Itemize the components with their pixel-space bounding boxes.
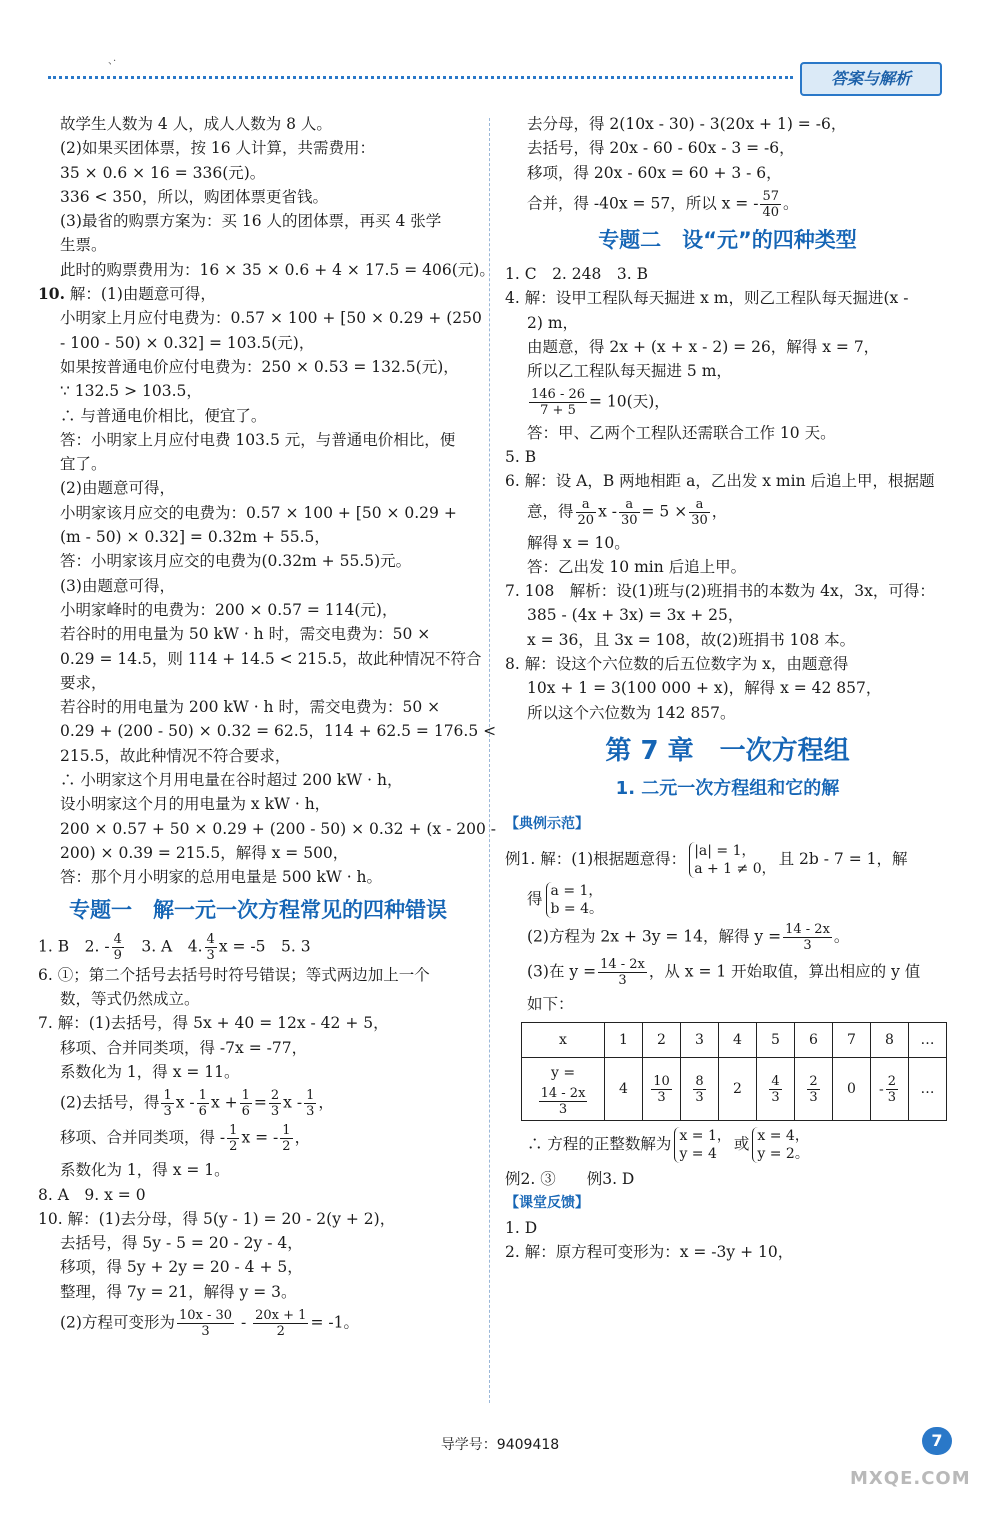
equation-line	[505, 497, 950, 528]
text-line: 设小明家这个月的用电量为 x kW · h，	[60, 795, 331, 814]
question-number: 10.	[38, 284, 65, 304]
system-row: |a| = 1，	[694, 842, 756, 859]
denominator: 2	[229, 1139, 238, 1155]
equation-line	[505, 1127, 950, 1163]
text-run: x -	[598, 502, 617, 521]
fraction	[760, 189, 781, 220]
denominator: 3	[695, 1089, 704, 1105]
text-line: 解：(1)由题意可得，	[69, 285, 216, 304]
left-column	[38, 112, 497, 1340]
text-line: ∵ 132.5 > 103.5，	[60, 382, 202, 401]
text-line: 336 < 350，所以，购团体票更省钱。	[60, 187, 329, 206]
text-line: 6. ①；第二个括号去括号时符号错误；等式两边加上一个	[38, 965, 430, 984]
text-run: x +	[210, 1093, 238, 1112]
numerator: 2	[887, 1073, 896, 1089]
text-line: 385 - (4x + 3x) = 3x + 25，	[527, 606, 744, 625]
topic-one-title: 专题一 解一元一次方程常见的四种错误	[69, 897, 447, 922]
section-title: 1. 二元一次方程组和它的解	[615, 778, 840, 800]
text-line: 解得 x = 10。	[527, 533, 630, 552]
text-line: 移项，得 20x - 60x = 60 + 3 - 6，	[527, 163, 782, 182]
text-run: (2)去括号，得	[60, 1093, 160, 1112]
text-line: 2. 解：原方程可变形为：x = -3y + 10，	[505, 1243, 794, 1262]
numerator: 14 - 2x	[600, 956, 645, 972]
text-run: ，从 x = 1 开始取值，算出相应的 y 值	[648, 962, 921, 981]
answer-badge: 答案与解析	[800, 62, 942, 96]
right-intro-block	[505, 112, 950, 220]
text-run: 意，得	[527, 502, 574, 521]
text-line: 小明家该月应交的电费为：0.57 × 100 + [50 × 0.29 +	[60, 503, 457, 522]
numerator: 1	[241, 1088, 250, 1104]
text-line: 8. 解：设这个六位数的后五位数字为 x，由题意得	[505, 655, 849, 674]
text-line: (m - 50) × 0.32] = 0.32m + 55.5，	[60, 528, 330, 547]
equation-system	[752, 1127, 808, 1163]
table-cell	[643, 1058, 681, 1121]
denominator: 40	[762, 204, 779, 220]
table-header-y	[522, 1058, 605, 1121]
table-cell: 8	[871, 1023, 909, 1058]
equation-line	[527, 189, 950, 220]
fraction	[280, 1123, 292, 1154]
text-line: 去分母，得 2(10x - 30) - 3(20x + 1) = -6，	[527, 115, 847, 133]
text-run: ∴ 方程的正整数解为	[527, 1135, 672, 1154]
text-run: ，	[711, 502, 728, 521]
table-row	[522, 1058, 947, 1121]
system-row: a + 1 ≠ 0，	[694, 860, 776, 877]
page-number: 7	[922, 1427, 952, 1455]
text-line: 215.5，故此种情况不符合要求，	[60, 746, 291, 765]
topic-one-answers	[38, 932, 478, 963]
fraction	[769, 1074, 781, 1105]
value-table	[521, 1022, 947, 1121]
fraction	[651, 1074, 672, 1105]
denominator: 3	[163, 1104, 172, 1120]
text-line: 5. B	[505, 447, 537, 466]
text-run: (2)方程为 2x + 3y = 14，解得 y =	[527, 927, 782, 946]
fraction	[689, 497, 710, 528]
table-cell: 4	[605, 1058, 643, 1121]
system-row: a = 1，	[550, 882, 603, 899]
numerator: 10	[653, 1073, 670, 1089]
table-cell: 7	[833, 1023, 871, 1058]
denominator: 3	[618, 972, 627, 988]
text-line: 7. 解：(1)去括号，得 5x + 40 = 12x - 42 + 5，	[38, 1014, 389, 1033]
numerator: 57	[762, 188, 779, 204]
text-run: y =	[550, 1065, 576, 1082]
system-row: y = 2。	[757, 1146, 809, 1163]
denominator: 3	[887, 1089, 896, 1105]
table-cell: 1	[605, 1023, 643, 1058]
text-run: x -	[283, 1093, 303, 1112]
text-line: 所以乙工程队每天掘进 5 m，	[527, 362, 732, 381]
text-line: 8. A 9. x = 0	[38, 1185, 146, 1204]
text-run: 合并，得 -40x = 57，所以 x = -	[527, 194, 759, 213]
header-dotted-rule	[48, 76, 793, 79]
system-row: x = 1，	[679, 1128, 731, 1145]
equation-line	[38, 1123, 478, 1154]
fraction	[783, 922, 832, 953]
text-run: = 5 ×	[641, 502, 688, 521]
table-cell: 6	[795, 1023, 833, 1058]
text-line: 所以这个六位数为 142 857。	[527, 703, 736, 722]
feedback-tag: 【课堂反馈】	[505, 1195, 589, 1212]
numerator: 1	[163, 1088, 172, 1104]
text-run: 或	[733, 1135, 750, 1154]
text-line: 移项，得 5y + 2y = 20 - 4 + 5，	[60, 1258, 303, 1277]
numerator: 1	[198, 1088, 207, 1104]
text-line: 小明家峰时的电费为：200 × 0.57 = 114(元)，	[60, 600, 398, 619]
text-line: 系数化为 1，得 x = 11。	[60, 1062, 240, 1081]
numerator: a	[576, 497, 597, 513]
fraction	[240, 1088, 252, 1119]
text-run: 1. B 2. -	[38, 937, 110, 956]
text-line: 35 × 0.6 × 16 = 336(元)。	[60, 163, 266, 182]
text-run: ，	[294, 1128, 311, 1147]
table-cell: 2	[643, 1023, 681, 1058]
right-column	[505, 112, 950, 1264]
numerator: 14 - 2x	[785, 921, 830, 937]
text-run: = 10(天)，	[589, 392, 670, 411]
text-line: 如果按普通电价应付电费为：250 × 0.53 = 132.5(元)，	[60, 357, 459, 376]
fraction	[227, 1123, 239, 1154]
fraction	[205, 932, 217, 963]
text-run: = -1。	[310, 1313, 359, 1332]
text-line: 系数化为 1，得 x = 1。	[60, 1161, 230, 1180]
denominator: 3	[809, 1089, 818, 1105]
left-intro-block	[38, 112, 495, 282]
example-tag: 【典例示范】	[505, 815, 589, 832]
fraction	[693, 1074, 705, 1105]
denominator: 6	[198, 1104, 207, 1120]
text-run: x = -5 5. 3	[218, 937, 311, 956]
equation-system	[689, 842, 775, 878]
numerator: 14 - 2x	[540, 1085, 586, 1101]
topic-two-title: 专题二 设“元”的四种类型	[598, 227, 857, 252]
numerator: 1	[282, 1123, 291, 1139]
denominator: 3	[803, 937, 812, 953]
text-line: 10. 解：(1)去分母，得 5(y - 1) = 20 - 2(y + 2)，	[38, 1209, 396, 1228]
text-line: 1. D	[505, 1218, 538, 1237]
chapter-title: 第 7 章 一次方程组	[605, 735, 850, 766]
fraction	[886, 1074, 898, 1105]
fraction	[529, 387, 587, 418]
text-line: (2)由题意可得，	[60, 479, 175, 498]
text-line: 200) × 0.39 = 215.5，解得 x = 500，	[60, 843, 349, 862]
table-cell: …	[909, 1023, 947, 1058]
text-line: - 100 - 50) × 0.32] = 103.5(元)，	[60, 333, 315, 352]
numerator: 1	[229, 1123, 238, 1139]
text-line: x = 36，且 3x = 108，故(2)班捐书 108 本。	[527, 630, 856, 649]
text-line: (3)由题意可得，	[60, 576, 175, 595]
text-run: 例1. 解：(1)根据题意得：	[505, 849, 687, 868]
text-line: 小明家上月应付电费为：0.57 × 100 + [50 × 0.29 + (250	[60, 309, 482, 328]
table-row	[522, 1023, 947, 1058]
text-line: 答：那个月小明家的总用电量是 500 kW · h。	[60, 868, 383, 887]
numerator: 146 - 26	[531, 386, 586, 402]
numerator: 8	[695, 1073, 704, 1089]
denominator: 9	[113, 947, 122, 963]
denominator: 2	[282, 1139, 291, 1155]
denominator: 2	[276, 1324, 285, 1340]
fraction	[539, 1086, 588, 1117]
text-run: x -	[175, 1093, 195, 1112]
fraction	[269, 1088, 281, 1119]
table-cell	[757, 1058, 795, 1121]
numerator: a	[619, 497, 640, 513]
fraction	[304, 1088, 316, 1119]
text-line: 由题意，得 2x + (x + x - 2) = 26，解得 x = 7，	[527, 338, 880, 357]
text-run: 3. A 4.	[125, 937, 203, 956]
table-cell: 3	[681, 1023, 719, 1058]
fraction	[576, 497, 597, 528]
text-line: 整理，得 7y = 21，解得 y = 3。	[60, 1282, 297, 1301]
text-line: 去括号，得 5y - 5 = 20 - 2y - 4，	[60, 1234, 303, 1253]
text-line: 去括号，得 20x - 60 - 60x - 3 = -6，	[527, 139, 795, 158]
system-row: y = 4	[679, 1146, 717, 1163]
denominator: 3	[657, 1089, 666, 1105]
text-line: 200 × 0.57 + 50 × 0.29 + (200 - 50) × 0.32 + (x - 200 -	[60, 819, 497, 838]
equation-line	[505, 387, 950, 418]
denominator: 30	[691, 512, 708, 528]
text-line: 宜了。	[60, 455, 107, 474]
numerator: 4	[771, 1073, 780, 1089]
text-line: 答：甲、乙两个工程队还需联合工作 10 天。	[527, 423, 836, 442]
text-line: 4. 解：设甲工程队每天掘进 x m，则乙工程队每天掘进(x -	[505, 289, 909, 308]
table-cell: …	[909, 1058, 947, 1121]
text-line: (3)最省的购票方案为：买 16 人的团体票，再买 4 张学	[60, 212, 442, 231]
numerator: 10x - 30	[178, 1308, 233, 1324]
denominator: 3	[206, 947, 215, 963]
table-header-x: x	[522, 1023, 605, 1058]
numerator: 4	[206, 931, 215, 947]
text-line: 2) m，	[527, 313, 579, 332]
numerator: a	[689, 497, 710, 513]
numerator: 2	[270, 1088, 280, 1104]
denominator: 3	[201, 1324, 210, 1340]
denominator: 3	[270, 1104, 280, 1120]
text-line: 0.29 = 14.5，则 114 + 14.5 < 215.5，故此种情况不符合	[60, 649, 482, 668]
text-line: 答：小明家上月应付电费 103.5 元，与普通电价相比，便	[60, 430, 456, 449]
text-run: 且 2b - 7 = 1，解	[778, 849, 908, 868]
denominator: 30	[620, 512, 638, 528]
equation-line	[505, 957, 950, 988]
corner-mark: 、·	[108, 56, 117, 67]
text-run: x = -	[241, 1128, 279, 1147]
text-line: 若谷时的用电量为 200 kW · h 时，需交电费为：50 ×	[60, 698, 441, 717]
fraction	[112, 932, 124, 963]
text-run: 。	[783, 194, 799, 213]
fraction	[598, 957, 647, 988]
table-cell	[871, 1058, 909, 1121]
equation-system	[546, 882, 604, 918]
text-line: ∴ 小明家这个月用电量在谷时超过 200 kW · h，	[60, 771, 403, 790]
column-divider	[489, 118, 490, 1403]
table-cell: 2	[719, 1058, 757, 1121]
watermark: MXQE.COM	[850, 1468, 971, 1489]
text-run: -	[878, 1081, 884, 1098]
text-line: (2)如果买团体票，按 16 人计算，共需费用：	[60, 139, 376, 158]
fraction	[161, 1088, 173, 1119]
denominator: 6	[241, 1104, 250, 1120]
table-cell: 0	[833, 1058, 871, 1121]
text-line: 若谷时的用电量为 50 kW · h 时，需交电费为：50 ×	[60, 625, 431, 644]
equation-line: (2)方程可变形为 $\frac{10x - 30}{3}$ - $\frac{20x + 1}{2}$ = -1。	[60, 1308, 359, 1340]
text-line: 数，等式仍然成立。	[60, 990, 200, 1009]
text-run: (2)方程可变形为	[60, 1313, 175, 1332]
text-run: ，	[318, 1093, 334, 1112]
text-line: 1. C 2. 248 3. B	[505, 265, 648, 284]
system-row: b = 4。	[550, 900, 604, 917]
fraction	[807, 1074, 819, 1105]
text-run: =	[253, 1093, 267, 1112]
table-cell	[795, 1058, 833, 1121]
equation-line	[505, 922, 950, 953]
text-line: 例2. ③ 例3. D	[505, 1170, 635, 1189]
table-cell: 5	[757, 1023, 795, 1058]
question-10-block	[38, 282, 497, 889]
text-line: 7. 108 解析：设(1)班与(2)班捐书的本数为 4x，3x，可得：	[505, 582, 935, 601]
text-line: 6. 解：设 A，B 两地相距 a，乙出发 x min 后追上甲，根据题	[505, 472, 935, 491]
numerator: 4	[113, 931, 122, 947]
denominator: 7 + 5	[540, 402, 576, 418]
fraction	[619, 497, 640, 528]
denominator: 3	[558, 1101, 568, 1117]
text-run: 得	[527, 889, 543, 908]
table-cell: 4	[719, 1023, 757, 1058]
equation-line	[38, 1088, 478, 1119]
text-line: 此时的购票费用为：16 × 35 × 0.6 + 4 × 17.5 = 406(元)。	[60, 260, 495, 279]
table-cell	[681, 1058, 719, 1121]
text-line: 10x + 1 = 3(100 000 + x)，解得 x = 42 857，	[527, 679, 882, 698]
system-row: x = 4，	[757, 1128, 809, 1145]
text-line: 如下：	[527, 994, 574, 1013]
text-line: 移项、合并同类项，得 -7x = -77，	[60, 1038, 308, 1057]
text-run: (3)在 y =	[527, 962, 597, 981]
equation-line	[505, 842, 950, 878]
guide-number: 导学号：9409418	[440, 1437, 560, 1453]
text-line: 答：小明家该月应交的电费为(0.32m + 55.5)元。	[60, 552, 412, 571]
text-line: ∴ 与普通电价相比，便宜了。	[60, 406, 267, 425]
fraction	[253, 1308, 308, 1339]
fraction	[197, 1088, 209, 1119]
equation-system	[674, 1127, 730, 1163]
numerator: 2	[809, 1073, 818, 1089]
text-run: 移项、合并同类项，得 -	[60, 1128, 226, 1147]
text-line: 故学生人数为 4 人，成人人数为 8 人。	[60, 115, 332, 133]
denominator: 20	[577, 512, 595, 528]
fraction	[177, 1308, 234, 1339]
text-line: 0.29 + (200 - 50) × 0.32 = 62.5，114 + 62.5 = 176.5 <	[60, 722, 497, 741]
numerator: 20x + 1	[255, 1308, 307, 1324]
denominator: 3	[306, 1104, 315, 1120]
denominator: 3	[771, 1089, 780, 1105]
text-line: 答：乙出发 10 min 后追上甲。	[527, 557, 747, 576]
numerator: 1	[306, 1088, 315, 1104]
text-run: 。	[833, 927, 850, 946]
text-line: 要求，	[60, 673, 107, 692]
equation-line	[505, 882, 950, 918]
text-line: 生票。	[60, 236, 107, 255]
